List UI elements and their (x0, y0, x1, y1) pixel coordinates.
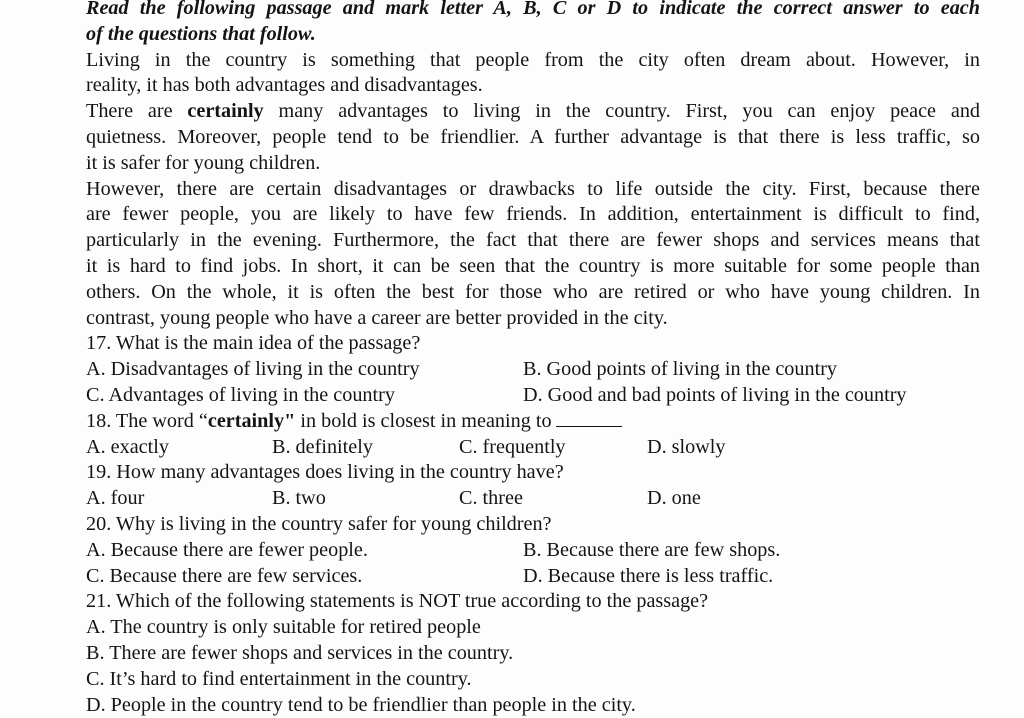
question-18-option-b: B. definitely (272, 435, 373, 458)
question-21-option-b: B. There are fewer shops and services in the country. (86, 641, 514, 664)
question-20-stem: 20. Why is living in the country safer for young children? (86, 512, 552, 535)
instruction-line-1: Read the following passage and mark letter A, B, C or D to indicate the correct answer to each (86, 0, 980, 19)
question-18-stem (86, 409, 980, 435)
question-18-option-c: C. frequently (459, 435, 566, 458)
passage-text: many advantages to living in the country. First, you can enjoy peace and (263, 100, 981, 123)
question-21-option-a: A. The country is only suitable for retired people (86, 616, 481, 639)
question-18-option-d: D. slowly (647, 435, 726, 458)
passage (86, 48, 980, 332)
question-20-option-a: A. Because there are fewer people. (86, 538, 368, 561)
question-17-options-row-2 (86, 383, 980, 409)
passage-line: it is hard to find jobs. In short, it can be seen that the country is more suitable for some people than (86, 254, 980, 277)
question-18-options (86, 435, 980, 461)
passage-line: However, there are certain disadvantages or drawbacks to life outside the city. First, because there (86, 177, 980, 200)
question-17-option-c: C. Advantages of living in the country (86, 383, 395, 406)
question-17-stem: 17. What is the main idea of the passage? (86, 332, 421, 355)
question-21-option-c: C. It’s hard to find entertainment in the country. (86, 667, 472, 690)
question-18-stem-text: in bold is closest in meaning to (295, 409, 552, 432)
question-20-option-c: C. Because there are few services. (86, 564, 363, 587)
question-17-option-b: B. Good points of living in the country (523, 358, 838, 381)
instruction-line-2: of the questions that follow. (86, 22, 316, 45)
bold-word-certainly: certainly (187, 100, 264, 123)
question-19-stem: 19. How many advantages does living in the country have? (86, 461, 564, 484)
passage-line: particularly in the evening. Furthermore, the fact that there are fewer shops and services means that (86, 229, 980, 252)
question-20-option-d: D. Because there is less traffic. (523, 564, 774, 587)
question-19-options (86, 486, 980, 512)
question-19-option-a: A. four (86, 487, 145, 510)
passage-line: contrast, young people who have a career are better provided in the city. (86, 306, 668, 329)
question-19-option-b: B. two (272, 487, 326, 510)
passage-text: There are (86, 100, 188, 123)
answer-blank (556, 409, 622, 427)
question-19-option-c: C. three (459, 487, 523, 510)
question-21-option-d: D. People in the country tend to be friendlier than people in the city. (86, 693, 636, 716)
question-21-stem: 21. Which of the following statements is NOT true according to the passage? (86, 590, 709, 613)
passage-line: reality, it has both advantages and disadvantages. (86, 74, 483, 97)
question-20-options-row-2 (86, 564, 980, 590)
passage-line: Living in the country is something that people from the city often dream about. However, in (86, 48, 980, 71)
passage-line: it is safer for young children. (86, 151, 321, 174)
question-17-options-row-1 (86, 357, 980, 383)
question-18-stem-text: 18. The word “ (86, 409, 208, 432)
question-20-options-row-1 (86, 538, 980, 564)
passage-line-certainly (86, 99, 980, 125)
question-20-option-b: B. Because there are few shops. (523, 538, 781, 561)
question-19-option-d: D. one (647, 487, 701, 510)
question-18-bold-word: certainly" (207, 409, 296, 432)
question-18-option-a: A. exactly (86, 435, 169, 458)
passage-line: are fewer people, you are likely to have few friends. In addition, entertainment is difficult to find, (86, 203, 980, 226)
passage-line: quietness. Moreover, people tend to be friendlier. A further advantage is that there is less traffic, so (86, 125, 980, 148)
question-17-option-a: A. Disadvantages of living in the country (86, 358, 420, 381)
passage-line: others. On the whole, it is often the best for those who are retired or who have young children. In (86, 280, 980, 303)
question-17-option-d: D. Good and bad points of living in the country (523, 383, 907, 406)
